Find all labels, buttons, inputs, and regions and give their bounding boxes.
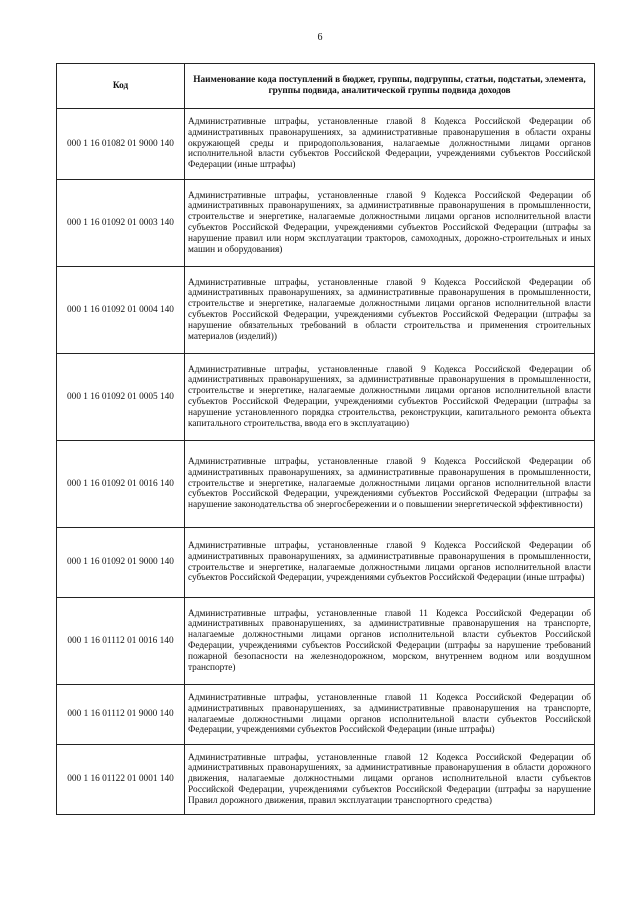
revenue-description: Административные штрафы, установленные главой 9 Кодекса Российской Федерации об административных правонарушениях, за административные правонарушения в промышленности, строительстве и энергетике, налагаемые должностными лицами органов исполнительной власти субъектов Российской Федерации, учреждениями субъектов Российской Федерации (иные штрафы) [185, 528, 595, 598]
revenue-code: 000 1 16 01092 01 0005 140 [57, 354, 185, 441]
revenue-description: Административные штрафы, установленные главой 11 Кодекса Российской Федерации об административных правонарушениях, за административные правонарушения на транспорте, налагаемые должностными лицами органов исполнительной власти субъектов Российской Федерации, учреждениями субъектов Российской Федерации (штрафы за нарушение требований пожарной безопасности на железнодорожном, морском, внутреннем водном или воздушном транспорте) [185, 598, 595, 685]
revenue-code: 000 1 16 01112 01 9000 140 [57, 685, 185, 745]
page-number: 6 [317, 32, 323, 43]
table-header-row [57, 64, 595, 109]
table-row [57, 685, 595, 745]
revenue-description: Административные штрафы, установленные главой 9 Кодекса Российской Федерации об административных правонарушениях, за административные правонарушения в промышленности, строительстве и энергетике, налагаемые должностными лицами органов исполнительной власти субъектов Российской Федерации, учреждениями субъектов Российской Федерации (штрафы за нарушение обязательных требований в области строительства и применения строительных материалов (изделий)) [185, 267, 595, 354]
table-row [57, 441, 595, 528]
table-row [57, 267, 595, 354]
table-row [57, 745, 595, 815]
revenue-code: 000 1 16 01082 01 9000 140 [57, 109, 185, 180]
revenue-description: Административные штрафы, установленные главой 8 Кодекса Российской Федерации об административных правонарушениях, за административные правонарушения в области охраны окружающей среды и природопользования, налагаемые должностными лицами органов исполнительной власти субъектов Российской Федерации, учреждениями субъектов Российской Федерации (иные штрафы) [185, 109, 595, 180]
table-row [57, 180, 595, 267]
revenue-description: Административные штрафы, установленные главой 9 Кодекса Российской Федерации об административных правонарушениях, за административные правонарушения в промышленности, строительстве и энергетике, налагаемые должностными лицами органов исполнительной власти субъектов Российской Федерации, учреждениями субъектов Российской Федерации (штрафы за нарушение установленного порядка строительства, реконструкции, капитального ремонта объекта капитального строительства, ввода его в эксплуатацию) [185, 354, 595, 441]
revenue-description: Административные штрафы, установленные главой 9 Кодекса Российской Федерации об административных правонарушениях, за административные правонарушения в промышленности, строительстве и энергетике, налагаемые должностными лицами органов исполнительной власти субъектов Российской Федерации, учреждениями субъектов Российской Федерации (штрафы за нарушение законодательства об энергосбережении и о повышении энергетической эффективности) [185, 441, 595, 528]
revenue-code: 000 1 16 01092 01 0016 140 [57, 441, 185, 528]
table-row [57, 528, 595, 598]
revenue-description: Административные штрафы, установленные главой 11 Кодекса Российской Федерации об административных правонарушениях, за административные правонарушения на транспорте, налагаемые должностными лицами органов исполнительной власти субъектов Российской Федерации, учреждениями субъектов Российской Федерации (иные штрафы) [185, 685, 595, 745]
table-row [57, 354, 595, 441]
table-row [57, 598, 595, 685]
revenue-code: 000 1 16 01122 01 0001 140 [57, 745, 185, 815]
header-name: Наименование кода поступлений в бюджет, группы, подгруппы, статьи, подстатьи, элемента, группы подвида, аналитической группы подвида доходов [185, 64, 595, 109]
revenue-code: 000 1 16 01092 01 0004 140 [57, 267, 185, 354]
revenue-code: 000 1 16 01092 01 0003 140 [57, 180, 185, 267]
table-row [57, 109, 595, 180]
revenue-description: Административные штрафы, установленные главой 9 Кодекса Российской Федерации об административных правонарушениях, за административные правонарушения в промышленности, строительстве и энергетике, налагаемые должностными лицами органов исполнительной власти субъектов Российской Федерации, учреждениями субъектов Российской Федерации (штрафы за нарушение правил или норм эксплуатации тракторов, самоходных, дорожно-строительных и иных машин и оборудования) [185, 180, 595, 267]
revenue-code: 000 1 16 01112 01 0016 140 [57, 598, 185, 685]
revenue-code: 000 1 16 01092 01 9000 140 [57, 528, 185, 598]
table-body [57, 109, 595, 815]
header-code: Код [57, 64, 185, 109]
revenue-description: Административные штрафы, установленные главой 12 Кодекса Российской Федерации об административных правонарушениях, за административные правонарушения в области дорожного движения, налагаемые должностными лицами органов исполнительной власти субъектов Российской Федерации, учреждениями субъектов Российской Федерации (штрафы за нарушение Правил дорожного движения, правил эксплуатации транспортного средства) [185, 745, 595, 815]
revenue-codes-table [56, 63, 595, 815]
